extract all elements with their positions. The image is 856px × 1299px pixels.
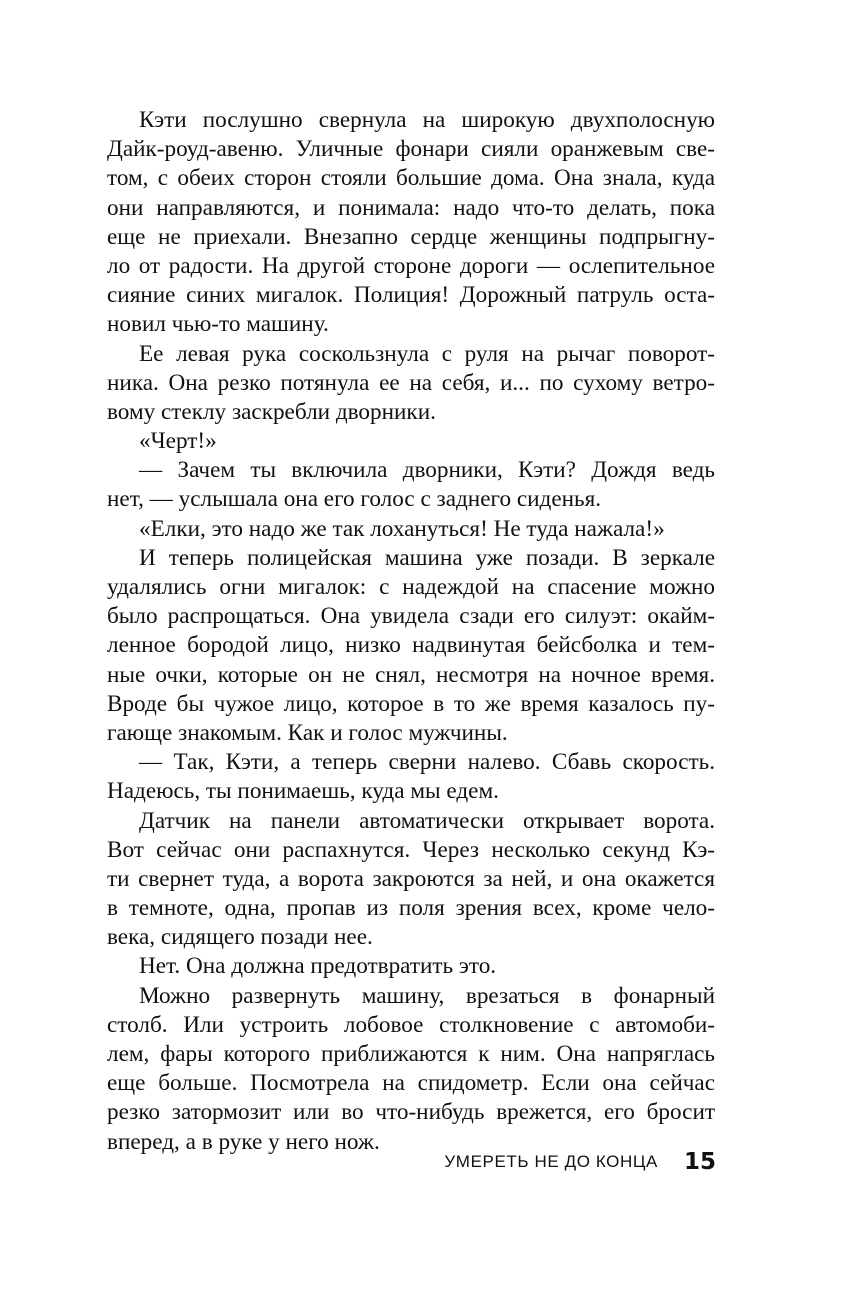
text-line: Вот сейчас они распахнутся. Через несколько секунд Кэ- <box>107 836 715 863</box>
text-line: И теперь полицейская машина уже позади. В зеркале <box>139 544 715 571</box>
text-line: лем, фары которого приближаются к ним. Она напряглась <box>107 1041 715 1067</box>
text-line: еще не приехали. Внезапно сердце женщины подпрыгну- <box>107 223 715 250</box>
text-line: — Так, Кэти, а теперь сверни налево. Сбавь скорость. <box>139 749 715 776</box>
text-line: века, сидящего позади нее. <box>107 924 373 951</box>
text-line: они направляются, и понимала: надо что-то делать, пока <box>107 194 715 221</box>
text-line: нет, — услышала она его голос с заднего сиденья. <box>107 486 602 513</box>
text-line: сияние синих мигалок. Полиция! Дорожный патруль оста- <box>107 282 715 309</box>
text-line: Можно развернуть машину, врезаться в фонарный <box>139 982 715 1009</box>
text-line: Кэти послушно свернула на широкую двухполосную <box>139 107 715 133</box>
text-line: было распрощаться. Она увидела сзади его силуэт: окайм- <box>107 603 715 630</box>
text-line: в темноте, одна, пропав из поля зрения всех, кроме чело- <box>107 895 715 922</box>
text-line: ные очки, которые он не снял, несмотря на ночное время. <box>107 661 715 688</box>
text-line: «Елки, это надо же так лохануться! Не туда нажала!» <box>139 515 665 542</box>
text-line: Вроде бы чужое лицо, которое в то же время казалось пу- <box>107 690 715 717</box>
text-line: вперед, а в руке у него нож. <box>107 1128 380 1155</box>
text-line: столб. Или устроить лобовое столкновение с автомоби- <box>107 1011 715 1038</box>
text-line: том, с обеих сторон стояли большие дома. Она знала, куда <box>107 165 715 192</box>
text-line: вому стеклу заскребли дворники. <box>107 398 436 425</box>
text-line: удалялись огни мигалок: с надеждой на спасение можно <box>107 574 715 600</box>
text-line: еще больше. Посмотрела на спидометр. Если она сейчас <box>107 1070 715 1097</box>
body-text <box>107 106 715 1157</box>
text-line: ло от радости. На другой стороне дороги — ослепительное <box>107 252 715 279</box>
text-line: новил чью-то машину. <box>107 311 329 338</box>
text-line: Ее левая рука соскользнула с руля на рычаг поворот- <box>139 340 715 367</box>
text-line: ника. Она резко потянула ее на себя, и... по сухому ветро- <box>107 369 715 396</box>
text-line: ленное бородой лицо, низко надвинутая бейсболка и тем- <box>107 632 715 659</box>
text-line: «Черт!» <box>139 428 217 455</box>
text-line: резко затормозит или во что-нибудь врежется, его бросит <box>107 1099 715 1126</box>
text-line: ти свернет туда, а ворота закроются за ней, и она окажется <box>107 865 715 892</box>
running-title: УМЕРЕТЬ НЕ ДО КОНЦА <box>444 1152 658 1171</box>
page-footer <box>0 1149 716 1179</box>
text-line: — Зачем ты включила дворники, Кэти? Дождя ведь <box>139 457 715 484</box>
text-line: Дайк-роуд-авеню. Уличные фонари сияли оранжевым све- <box>107 136 715 163</box>
text-line: Датчик на панели автоматически открывает ворота. <box>139 807 715 834</box>
text-line: Надеюсь, ты понимаешь, куда мы едем. <box>107 778 499 805</box>
page-number: 15 <box>683 1149 716 1175</box>
text-line: Нет. Она должна предотвратить это. <box>139 953 497 980</box>
text-line: гающе знакомым. Как и голос мужчины. <box>107 719 508 746</box>
